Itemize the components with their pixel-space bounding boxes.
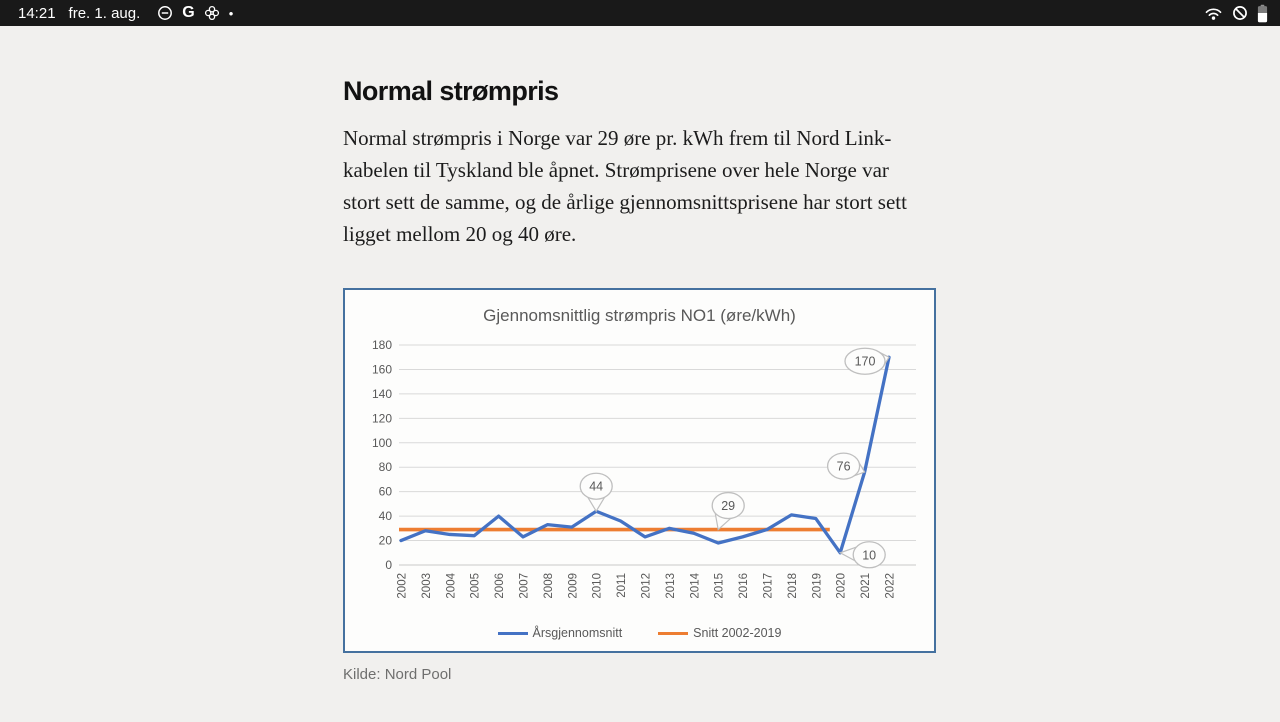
- clover-app-icon: [204, 5, 220, 21]
- article-paragraph: Normal strømpris i Norge var 29 øre pr. kWh frem til Nord Link-kabelen til Tyskland ble åpnet. Strømprisene over hele Norge var stort sett de samme, og de årlige gjennomsnittsprisene har stort sett ligget mellom 20 og 40 øre.: [343, 126, 907, 246]
- x-tick-label: 2010: [591, 573, 604, 599]
- more-notifications-dot: •: [228, 5, 234, 21]
- legend-swatch-orange-icon: [658, 632, 688, 635]
- y-tick-label: 40: [378, 509, 392, 524]
- x-tick-label: 2006: [494, 573, 507, 599]
- y-tick-label: 140: [371, 386, 392, 401]
- arsgjennomsnitt-line: [401, 354, 889, 553]
- callout-label: 170: [854, 354, 876, 369]
- y-tick-label: 160: [371, 362, 392, 377]
- source-caption: Kilde: Nord Pool: [343, 666, 452, 683]
- x-tick-label: 2002: [396, 573, 409, 599]
- article-heading: Normal strømpris: [343, 76, 559, 106]
- no-sim-icon: [1232, 5, 1248, 21]
- callout-label: 10: [862, 548, 877, 563]
- x-tick-label: 2004: [445, 573, 458, 599]
- x-tick-label: 2017: [762, 573, 775, 599]
- x-tick-label: 2014: [689, 573, 702, 599]
- chart-title: Gjennomsnittlig strømpris NO1 (øre/kWh): [483, 306, 796, 325]
- legend-swatch-blue-icon: [498, 632, 528, 635]
- y-tick-label: 20: [378, 533, 392, 548]
- wifi-icon: [1204, 5, 1223, 21]
- legend-item-arsgjennomsnitt: [498, 626, 623, 640]
- x-tick-label: 2007: [518, 573, 531, 599]
- x-tick-label: 2016: [738, 573, 751, 599]
- y-tick-label: 0: [385, 558, 392, 572]
- legend-item-snitt: [658, 626, 781, 640]
- article: [343, 76, 943, 683]
- legend-label: Årsgjennomsnitt: [532, 626, 623, 640]
- do-not-disturb-icon: [157, 5, 173, 21]
- clock: 14:21: [18, 4, 56, 22]
- x-tick-label: 2021: [860, 573, 873, 599]
- callout-label: 76: [836, 459, 851, 474]
- x-tick-label: 2015: [713, 573, 726, 599]
- x-tick-label: 2019: [811, 573, 824, 599]
- callout-label: 29: [721, 499, 736, 514]
- date: fre. 1. aug.: [68, 4, 141, 22]
- x-tick-label: 2022: [884, 573, 897, 599]
- google-notification-icon: G: [182, 4, 195, 21]
- battery-icon: [1257, 4, 1268, 23]
- x-tick-label: 2020: [835, 573, 848, 599]
- x-tick-label: 2013: [664, 573, 677, 599]
- y-tick-label: 180: [371, 338, 392, 352]
- y-tick-label: 100: [371, 435, 392, 450]
- status-bar[interactable]: [0, 0, 1280, 26]
- x-tick-label: 2003: [420, 573, 433, 599]
- price-chart-plot: [345, 290, 934, 651]
- x-tick-label: 2008: [542, 573, 555, 599]
- x-tick-label: 2018: [786, 573, 799, 599]
- x-tick-label: 2005: [469, 573, 482, 599]
- x-tick-label: 2009: [567, 573, 580, 599]
- callout-label: 44: [589, 479, 604, 494]
- chart-legend: [345, 626, 934, 640]
- legend-label: Snitt 2002-2019: [693, 626, 782, 640]
- y-tick-label: 120: [371, 411, 392, 426]
- price-chart-figure: [343, 288, 936, 653]
- y-tick-label: 80: [378, 460, 392, 475]
- article-scroll-region[interactable]: [0, 26, 1280, 722]
- y-tick-label: 60: [378, 484, 392, 499]
- x-tick-label: 2012: [640, 573, 653, 599]
- x-tick-label: 2011: [616, 573, 629, 598]
